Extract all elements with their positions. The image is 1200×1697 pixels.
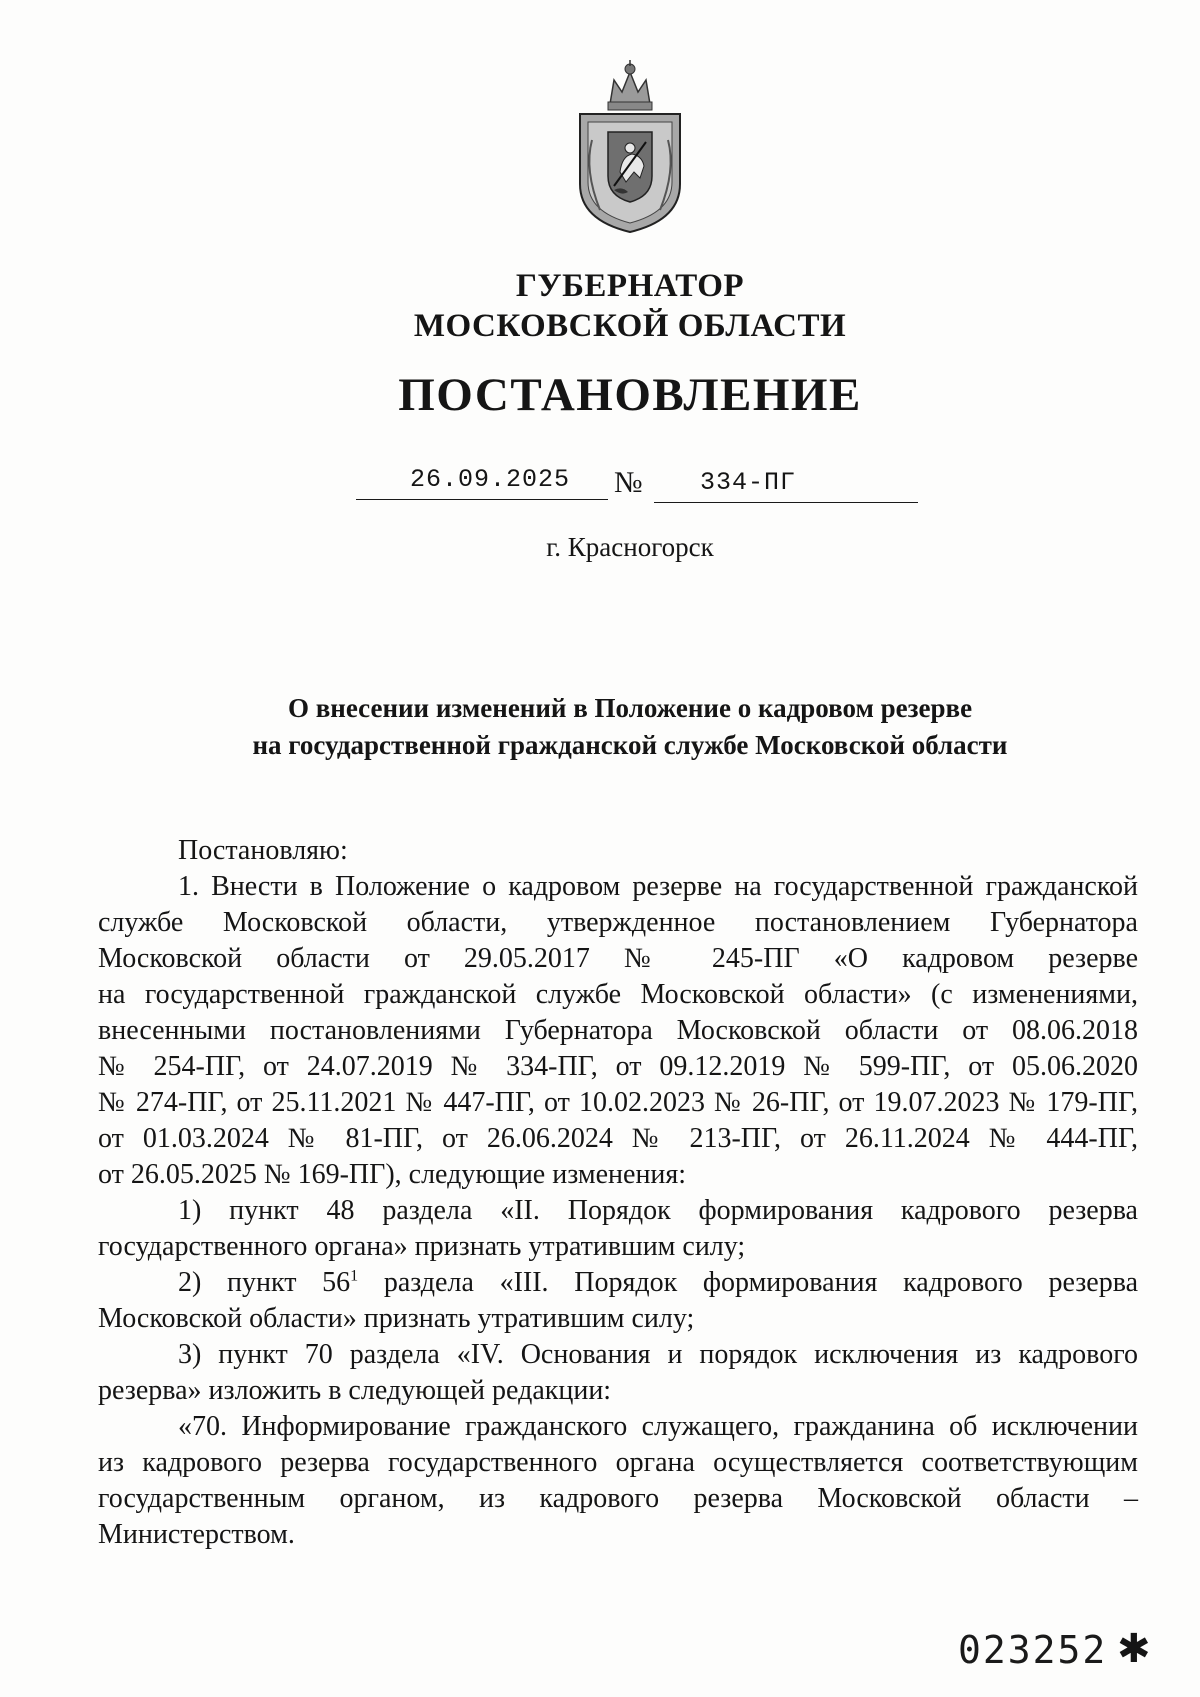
quote-line: государственным органом, из кадрового резерва Московской области – — [98, 1483, 1138, 1514]
paragraph-line: 1. Внести в Положение о кадровом резерве на государственной гражданской — [178, 871, 1138, 902]
coat-of-arms-icon — [570, 60, 690, 236]
paragraph-line: от 01.03.2024 № 81-ПГ, от 26.06.2024 № 213-ПГ, от 26.11.2024 № 444-ПГ, — [98, 1123, 1138, 1154]
item-2-superscript: 1 — [350, 1267, 359, 1285]
quote-line: из кадрового резерва государственного органа осуществляется соответствующим — [98, 1447, 1138, 1478]
serial-number: 023252 — [958, 1628, 1108, 1672]
paragraph-line: от 26.05.2025 № 169-ПГ), следующие изменения: — [98, 1159, 687, 1190]
item-2-prefix: 2) пункт 56 — [178, 1267, 351, 1298]
paragraph-line: № 254-ПГ, от 24.07.2019 № 334-ПГ, от 09.12.2019 № 599-ПГ, от 05.06.2020 — [98, 1051, 1138, 1082]
paragraph-line: Московской области от 29.05.2017 № 245-ПГ «О кадровом резерве — [98, 943, 1138, 974]
document-type-title: ПОСТАНОВЛЕНИЕ — [398, 369, 862, 421]
document-number: 334-ПГ — [700, 468, 797, 497]
item-3-line: резерва» изложить в следующей редакции: — [98, 1375, 612, 1406]
number-sign: № — [614, 466, 643, 499]
asterisk-mark: ✱ — [1117, 1626, 1151, 1672]
item-1-line: 1) пункт 48 раздела «II. Порядок формирования кадрового резерва — [178, 1195, 1138, 1226]
paragraph-line: на государственной гражданской службе Московской области» (с изменениями, — [98, 979, 1138, 1010]
number-underline — [654, 502, 918, 503]
item-3-line: 3) пункт 70 раздела «IV. Основания и порядок исключения из кадрового — [178, 1339, 1138, 1370]
decree-intro: Постановляю: — [178, 835, 348, 866]
city-label: г. Красногорск — [546, 532, 714, 562]
authority-subtitle: МОСКОВСКОЙ ОБЛАСТИ — [413, 308, 847, 344]
item-2-line: Московской области» признать утратившим силу; — [98, 1303, 695, 1334]
subject-line-1: О внесении изменений в Положение о кадровом резерве — [287, 693, 973, 723]
date-underline — [356, 499, 608, 500]
item-2-suffix: раздела «III. Порядок формирования кадрового резерва — [358, 1267, 1138, 1298]
paragraph-line: службе Московской области, утвержденное постановлением Губернатора — [98, 907, 1138, 938]
quote-line: «70. Информирование гражданского служащего, гражданина об исключении — [178, 1411, 1138, 1442]
authority-title: ГУБЕРНАТОР — [515, 268, 745, 304]
paragraph-line: № 274-ПГ, от 25.11.2021 № 447-ПГ, от 10.02.2023 № 26-ПГ, от 19.07.2023 № 179-ПГ, — [98, 1087, 1138, 1118]
item-2-line — [98, 1265, 1138, 1301]
document-date: 26.09.2025 — [410, 465, 571, 494]
item-1-line: государственного органа» признать утратившим силу; — [98, 1231, 746, 1262]
paragraph-line: внесенными постановлениями Губернатора Московской области от 08.06.2018 — [98, 1015, 1138, 1046]
subject-line-2: на государственной гражданской службе Московской области — [252, 730, 1008, 760]
document-body — [98, 833, 1138, 1553]
quote-line: Министерством. — [98, 1519, 295, 1550]
